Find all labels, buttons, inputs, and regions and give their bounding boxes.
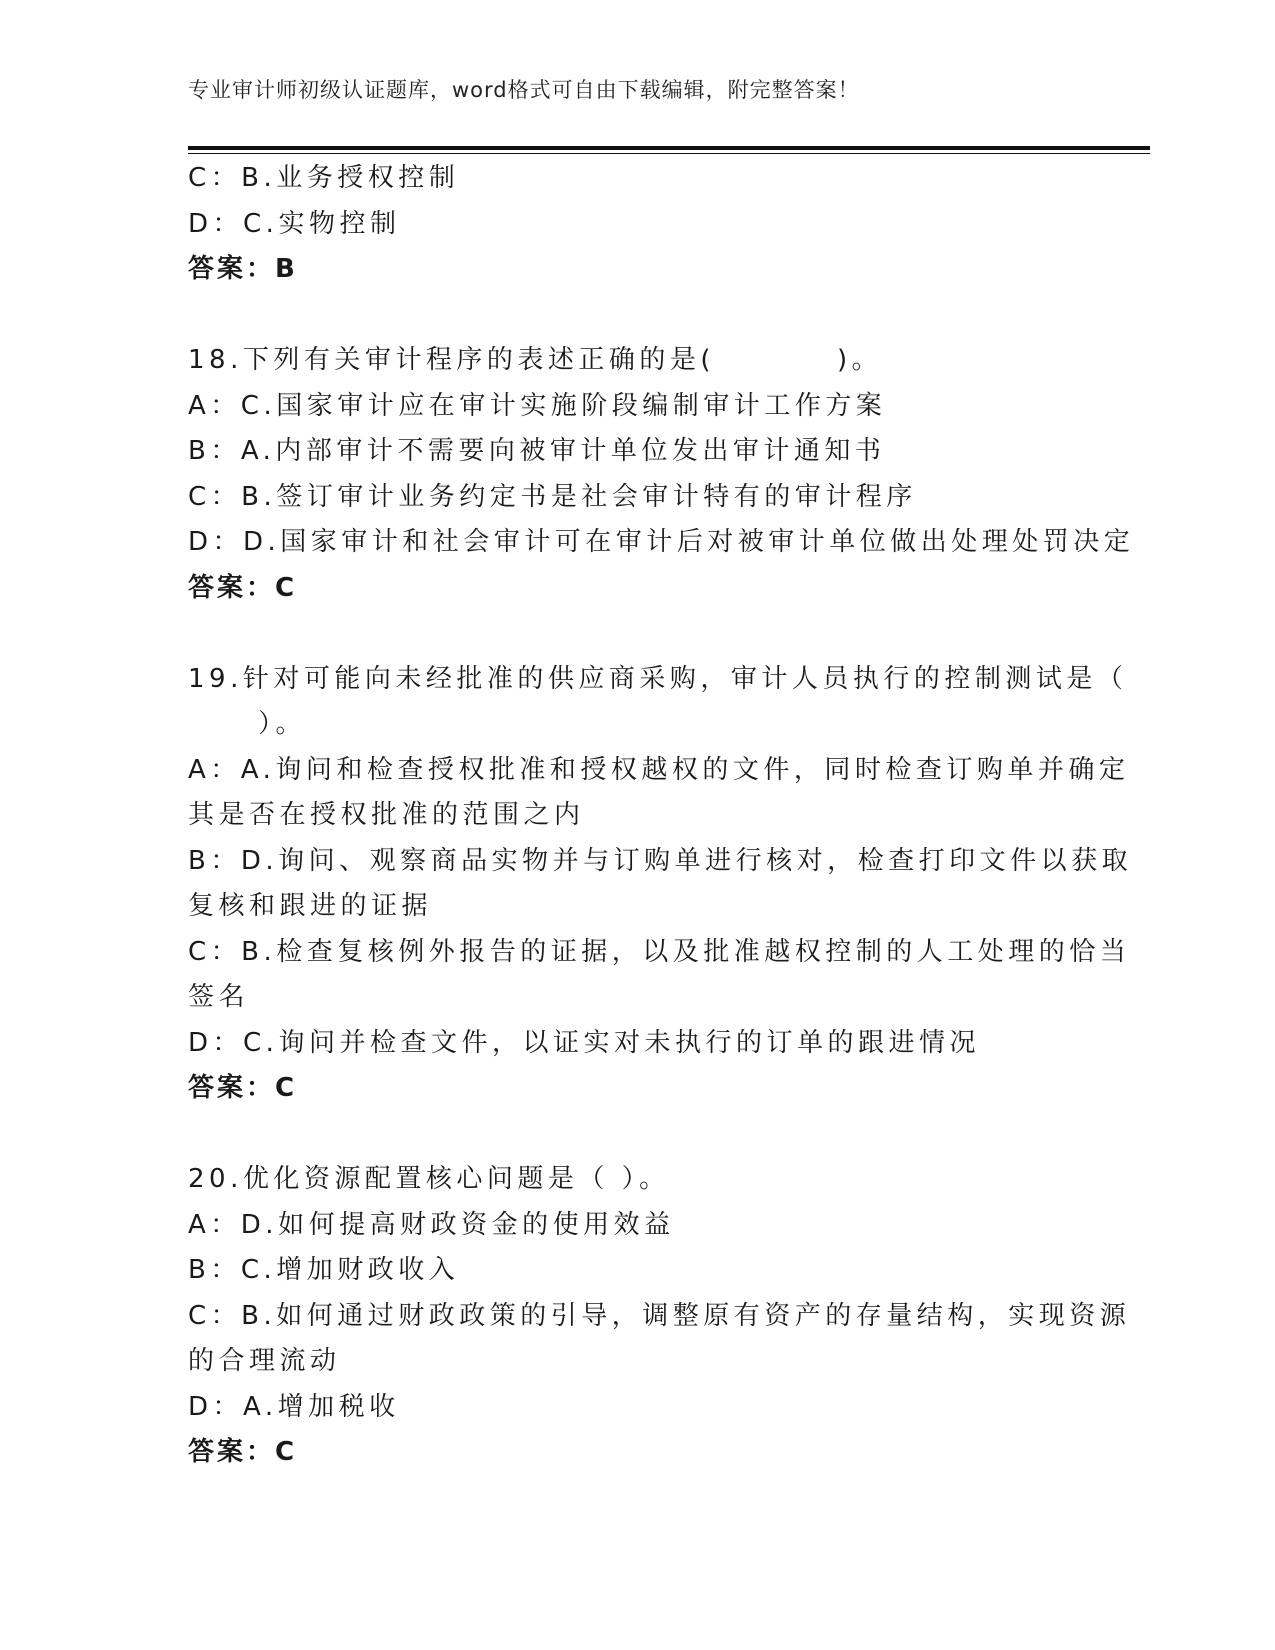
q18-answer: 答案：C bbox=[188, 572, 298, 603]
header-rule-thin bbox=[188, 153, 1150, 154]
q20-stem: 20.优化资源配置核心问题是（ ）。 bbox=[188, 1164, 670, 1194]
prev-option-c: C：B.业务授权控制 bbox=[188, 163, 460, 193]
q20-option-a: A：D.如何提高财政资金的使用效益 bbox=[188, 1209, 675, 1240]
q19-option-a-line1: A：A.询问和检查授权批准和授权越权的文件，同时检查订购单并确定 bbox=[188, 754, 1130, 785]
q19-stem-line1: 19.针对可能向未经批准的供应商采购，审计人员执行的控制测试是（ bbox=[188, 663, 1128, 694]
q20-option-b: B：C.增加财政收入 bbox=[188, 1255, 460, 1285]
page-header: 专业审计师初级认证题库，word格式可自由下载编辑，附完整答案！ bbox=[188, 78, 860, 102]
q20-option-c-line2: 的合理流动 bbox=[188, 1346, 341, 1376]
q20-option-c-line1: C：B.如何通过财政政策的引导，调整原有资产的存量结构，实现资源 bbox=[188, 1300, 1131, 1331]
question-content bbox=[188, 156, 1135, 1476]
q19-stem-line2: ）。 bbox=[258, 709, 307, 739]
q19-option-d: D：C.询问并检查文件，以证实对未执行的订单的跟进情况 bbox=[188, 1027, 980, 1058]
q18-option-d: D：D.国家审计和社会审计可在审计后对被审计单位做出处理处罚决定 bbox=[188, 527, 1135, 557]
q19-option-a-line2: 其是否在授权批准的范围之内 bbox=[188, 800, 585, 830]
q19-answer: 答案：C bbox=[188, 1073, 298, 1103]
q18-option-c: C：B.签订审计业务约定书是社会审计特有的审计程序 bbox=[188, 481, 917, 512]
q19-option-b-line2: 复核和跟进的证据 bbox=[188, 891, 433, 921]
q18-option-b: B：A.内部审计不需要向被审计单位发出审计通知书 bbox=[188, 436, 886, 466]
q18-option-a: A：C.国家审计应在审计实施阶段编制审计工作方案 bbox=[188, 390, 887, 421]
prev-answer: 答案：B bbox=[188, 254, 298, 284]
q19-option-c-line1: C：B.检查复核例外报告的证据，以及批准越权控制的人工处理的恰当 bbox=[188, 936, 1131, 967]
q19-option-c-line2: 签名 bbox=[188, 982, 250, 1012]
prev-option-d: D：C.实物控制 bbox=[188, 208, 401, 239]
q20-option-d: D：A.增加税收 bbox=[188, 1391, 400, 1422]
header-rule-thick bbox=[188, 146, 1150, 150]
q18-stem: 18.下列有关审计程序的表述正确的是( )。 bbox=[188, 345, 883, 375]
q20-answer: 答案：C bbox=[188, 1437, 298, 1467]
q19-option-b-line1: B：D.询问、观察商品实物并与订购单进行核对，检查打印文件以获取 bbox=[188, 845, 1133, 876]
